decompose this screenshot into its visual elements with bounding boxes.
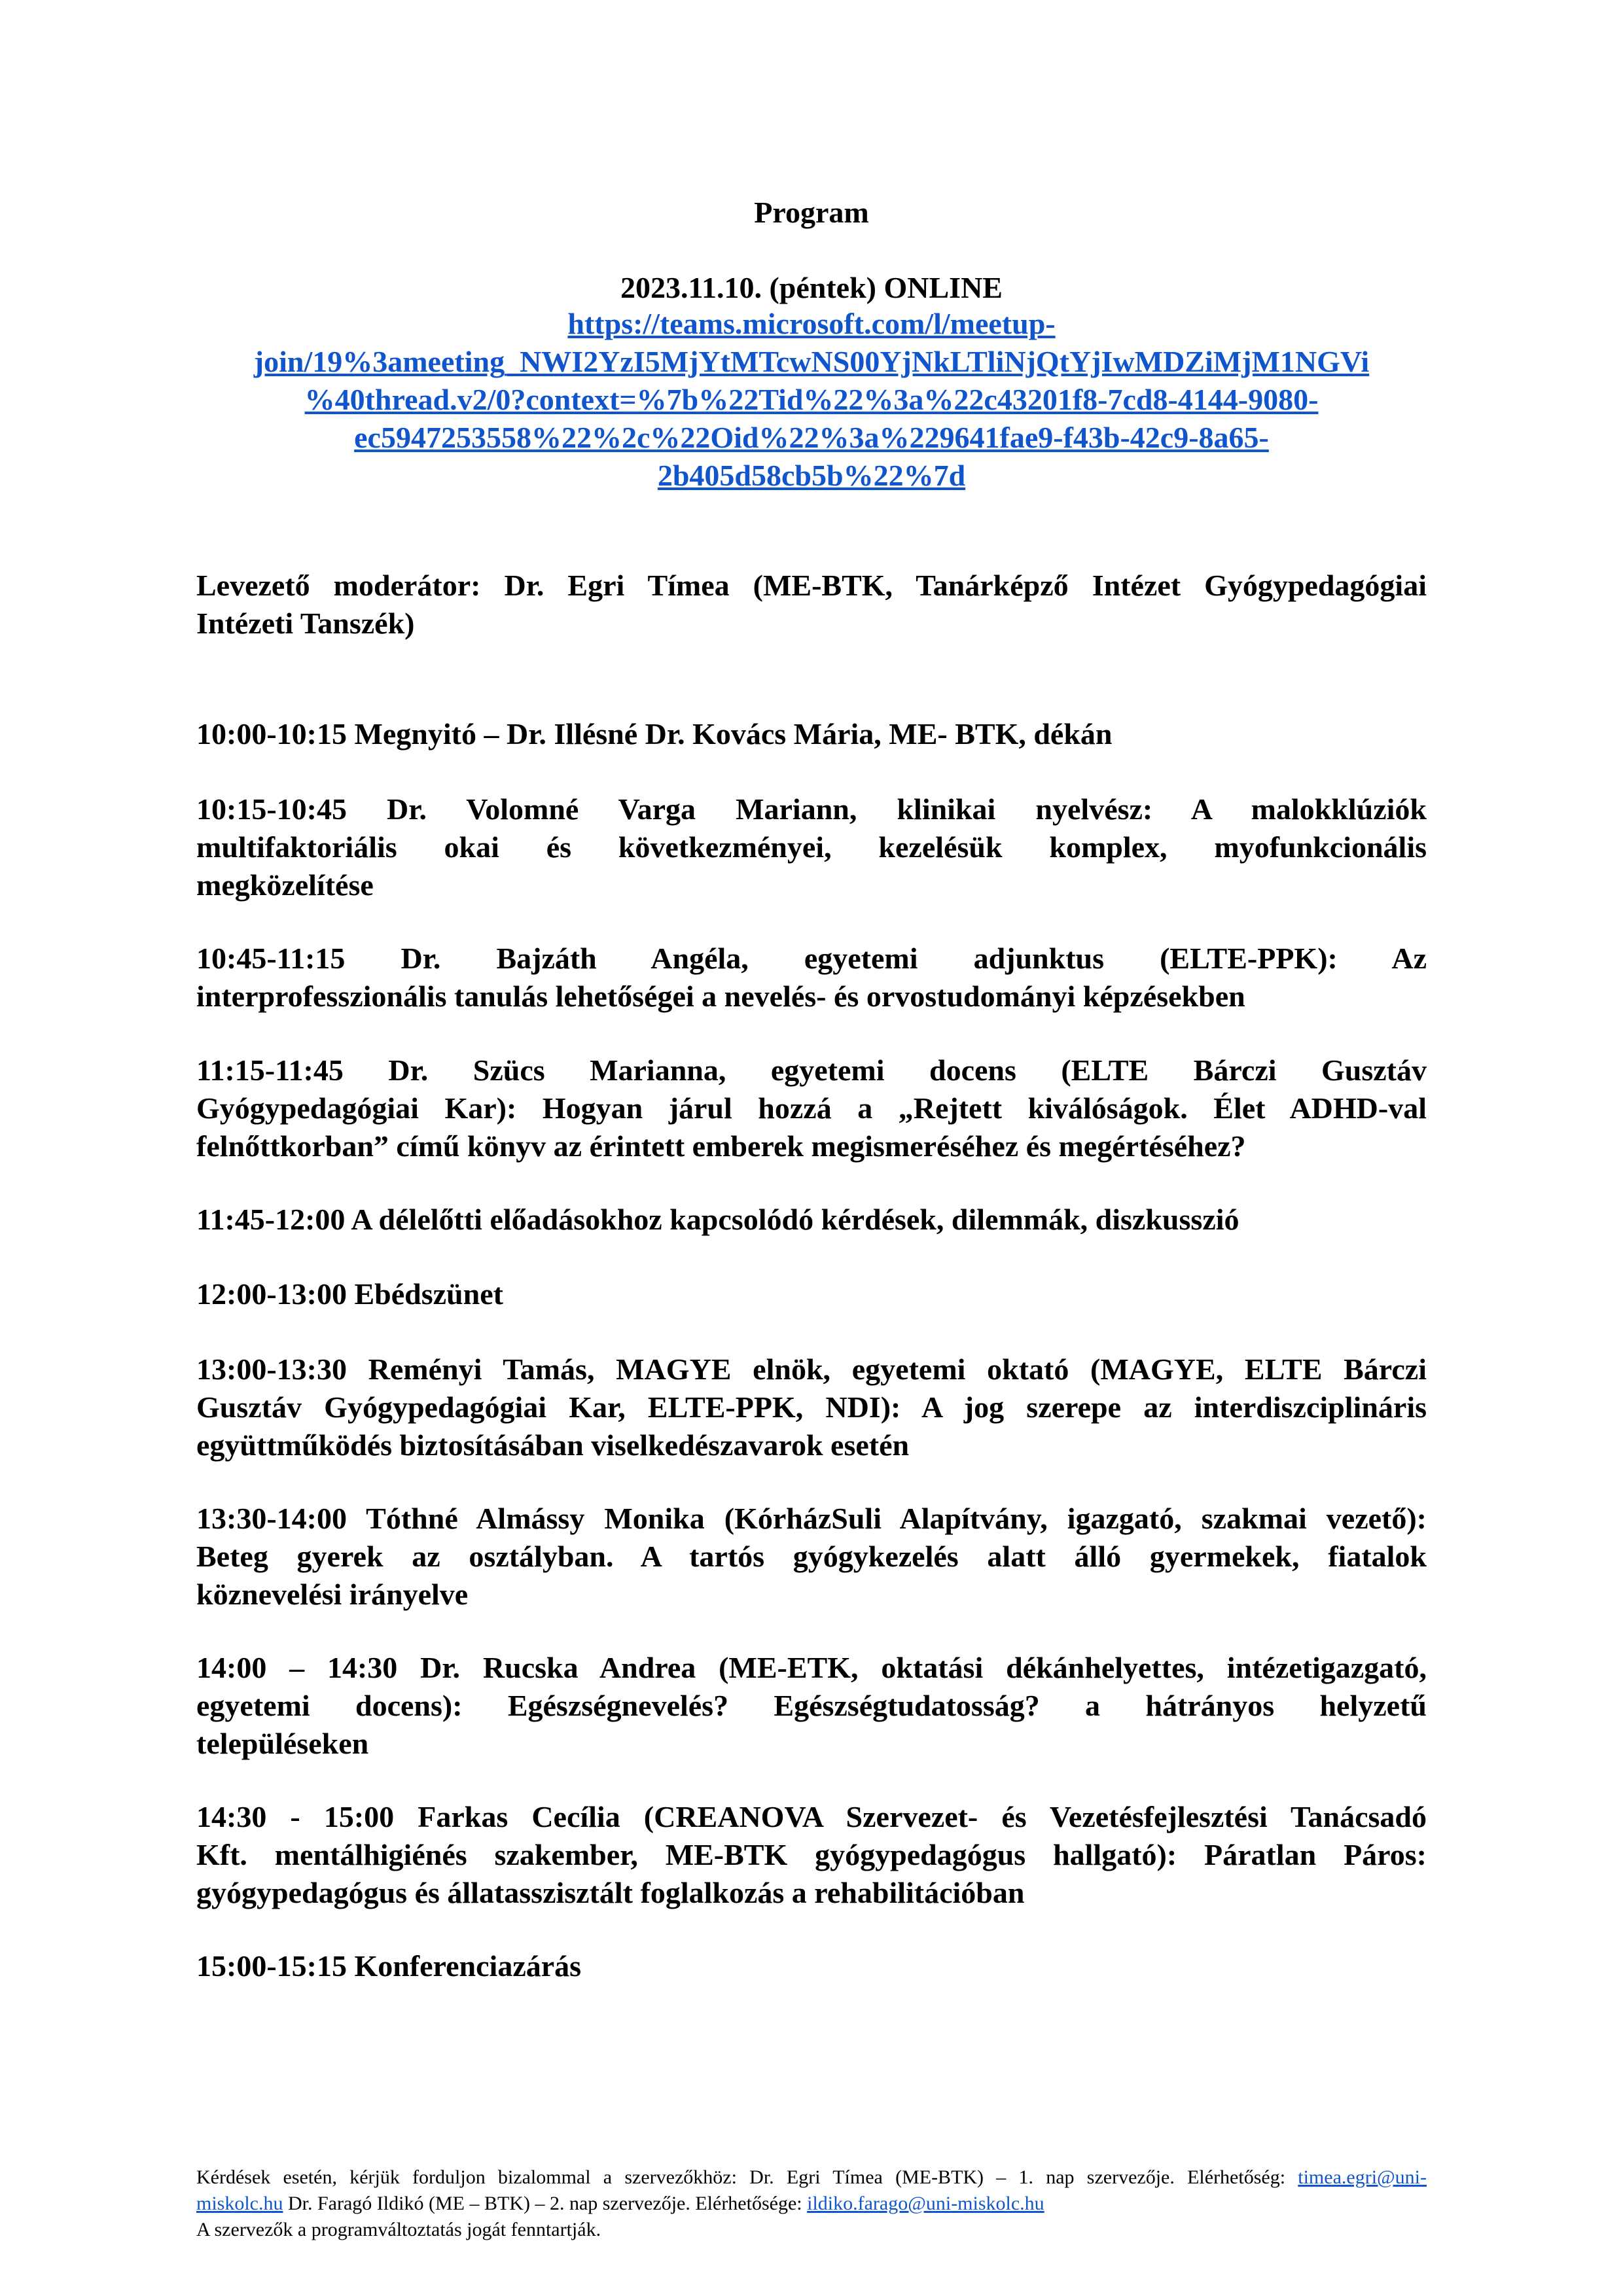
program-line: megközelítése <box>196 868 374 902</box>
program-line: multifaktoriális okai és következményei, kezelésük komplex, myofunkcionális <box>196 830 1427 864</box>
program-line: 13:30-14:00 Tóthné Almássy Monika (KórházSuli Alapítvány, igazgató, szakmai vezető): <box>196 1502 1427 1535</box>
program-line: interprofesszionális tanulás lehetőségei a nevelés- és orvostudományi képzésekben <box>196 980 1245 1013</box>
program-line: köznevelési irányelve <box>196 1578 469 1611</box>
program-line: 11:15-11:45 Dr. Szücs Marianna, egyetemi docens (ELTE Bárczi Gusztáv <box>196 1053 1427 1087</box>
program-item-bajzath <box>196 940 1427 1016</box>
link-line[interactable]: join/19%3ameeting_NWI2YzI5MjYtMTcwNS00YjNkLTliNjQtYjIwMDZiMjM1NGVi <box>253 345 1370 378</box>
link-line[interactable]: %40thread.v2/0?context=%7b%22Tid%22%3a%22c43201f8-7cd8-4144-9080- <box>304 383 1319 416</box>
program-item-szucs <box>196 1051 1427 1165</box>
program-line: 10:45-11:15 Dr. Bajzáth Angéla, egyetemi adjunktus (ELTE-PPK): Az <box>196 942 1427 975</box>
moderator-paragraph <box>196 567 1427 643</box>
program-line: egyetemi docens): Egészségnevelés? Egészségtudatosság? a hátrányos helyzetű <box>196 1689 1427 1722</box>
event-date: 2023.11.10. (péntek) ONLINE <box>620 271 1003 304</box>
footer-note <box>196 2164 1427 2243</box>
program-line: Gyógypedagógiai Kar): Hogyan járul hozzá a „Rejtett kiválóságok. Élet ADHD-val <box>196 1091 1427 1125</box>
program-item-volomne <box>196 790 1427 904</box>
program-line: 12:00-13:00 Ebédszünet <box>196 1277 503 1311</box>
program-line: Kft. mentálhigiénés szakember, ME-BTK gyógypedagógus hallgató): Páratlan Páros: <box>196 1838 1427 1871</box>
teams-meeting-link[interactable] <box>196 305 1427 495</box>
footer-line-2 <box>196 2191 1427 2217</box>
footer-text: Kérdések esetén, kérjük forduljon bizalommal a szervezőkhöz: Dr. Egri Tímea (ME-BTK) – 1. nap szervezője. Elérhetőség: <box>196 2166 1298 2188</box>
program-line: Gusztáv Gyógypedagógiai Kar, ELTE-PPK, NDI): A jog szerepe az interdiszciplináris <box>196 1390 1427 1424</box>
email-link-farago[interactable]: ildiko.farago@uni-miskolc.hu <box>807 2193 1044 2214</box>
program-line: 14:30 - 15:00 Farkas Cecília (CREANOVA Szervezet- és Vezetésfejlesztési Tanácsadó <box>196 1800 1427 1833</box>
footer-line-1 <box>196 2164 1427 2191</box>
program-line: 10:15-10:45 Dr. Volomné Varga Mariann, klinikai nyelvész: A malokklúziók <box>196 792 1427 826</box>
program-line: Beteg gyerek az osztályban. A tartós gyógykezelés alatt álló gyermekek, fiatalok <box>196 1540 1427 1573</box>
program-line: felnőttkorban” című könyv az érintett emberek megismeréséhez és megértéséhez? <box>196 1129 1246 1163</box>
program-item-closing <box>196 1947 1427 1985</box>
page-title: Program <box>754 196 869 229</box>
program-line: 13:00-13:30 Reményi Tamás, MAGYE elnök, egyetemi oktató (MAGYE, ELTE Bárczi <box>196 1352 1427 1386</box>
program-line: 14:00 – 14:30 Dr. Rucska Andrea (ME-ETK, oktatási dékánhelyettes, intézetigazgató, <box>196 1651 1427 1684</box>
program-item-farkas <box>196 1798 1427 1912</box>
program-line: együttműködés biztosításában viselkedészavarok esetén <box>196 1428 910 1462</box>
program-line: 15:00-15:15 Konferenciazárás <box>196 1949 582 1983</box>
program-item-lunch <box>196 1275 1427 1313</box>
moderator-line: Levezető moderátor: Dr. Egri Tímea (ME-BTK, Tanárképző Intézet Gyógypedagógiai <box>196 569 1427 602</box>
program-item-tothne <box>196 1500 1427 1614</box>
link-line[interactable]: https://teams.microsoft.com/l/meetup- <box>567 307 1056 340</box>
footer-text: Dr. Faragó Ildikó (ME – BTK) – 2. nap szervezője. Elérhetősége: <box>283 2193 808 2214</box>
program-item-opening <box>196 715 1427 753</box>
program-line: 10:00-10:15 Megnyitó – Dr. Illésné Dr. Kovács Mária, ME- BTK, dékán <box>196 717 1113 751</box>
email-link-egri[interactable]: timea.egri@uni- <box>1298 2166 1427 2188</box>
program-line: településeken <box>196 1727 369 1760</box>
program-item-rucska <box>196 1649 1427 1763</box>
program-item-remenyi <box>196 1351 1427 1464</box>
program-line: 11:45-12:00 A délelőtti előadásokhoz kapcsolódó kérdések, dilemmák, diszkusszió <box>196 1203 1240 1236</box>
program-item-discussion <box>196 1201 1427 1239</box>
email-link-egri-cont[interactable]: miskolc.hu <box>196 2193 283 2214</box>
link-line[interactable]: ec5947253558%22%2c%22Oid%22%3a%229641fae9-f43b-42c9-8a65- <box>354 421 1269 454</box>
moderator-line: Intézeti Tanszék) <box>196 607 415 640</box>
program-line: gyógypedagógus és állatasszisztált foglalkozás a rehabilitációban <box>196 1876 1025 1909</box>
footer-line-3: A szervezők a programváltoztatás jogát fenntartják. <box>196 2219 601 2240</box>
link-line[interactable]: 2b405d58cb5b%22%7d <box>657 459 966 492</box>
